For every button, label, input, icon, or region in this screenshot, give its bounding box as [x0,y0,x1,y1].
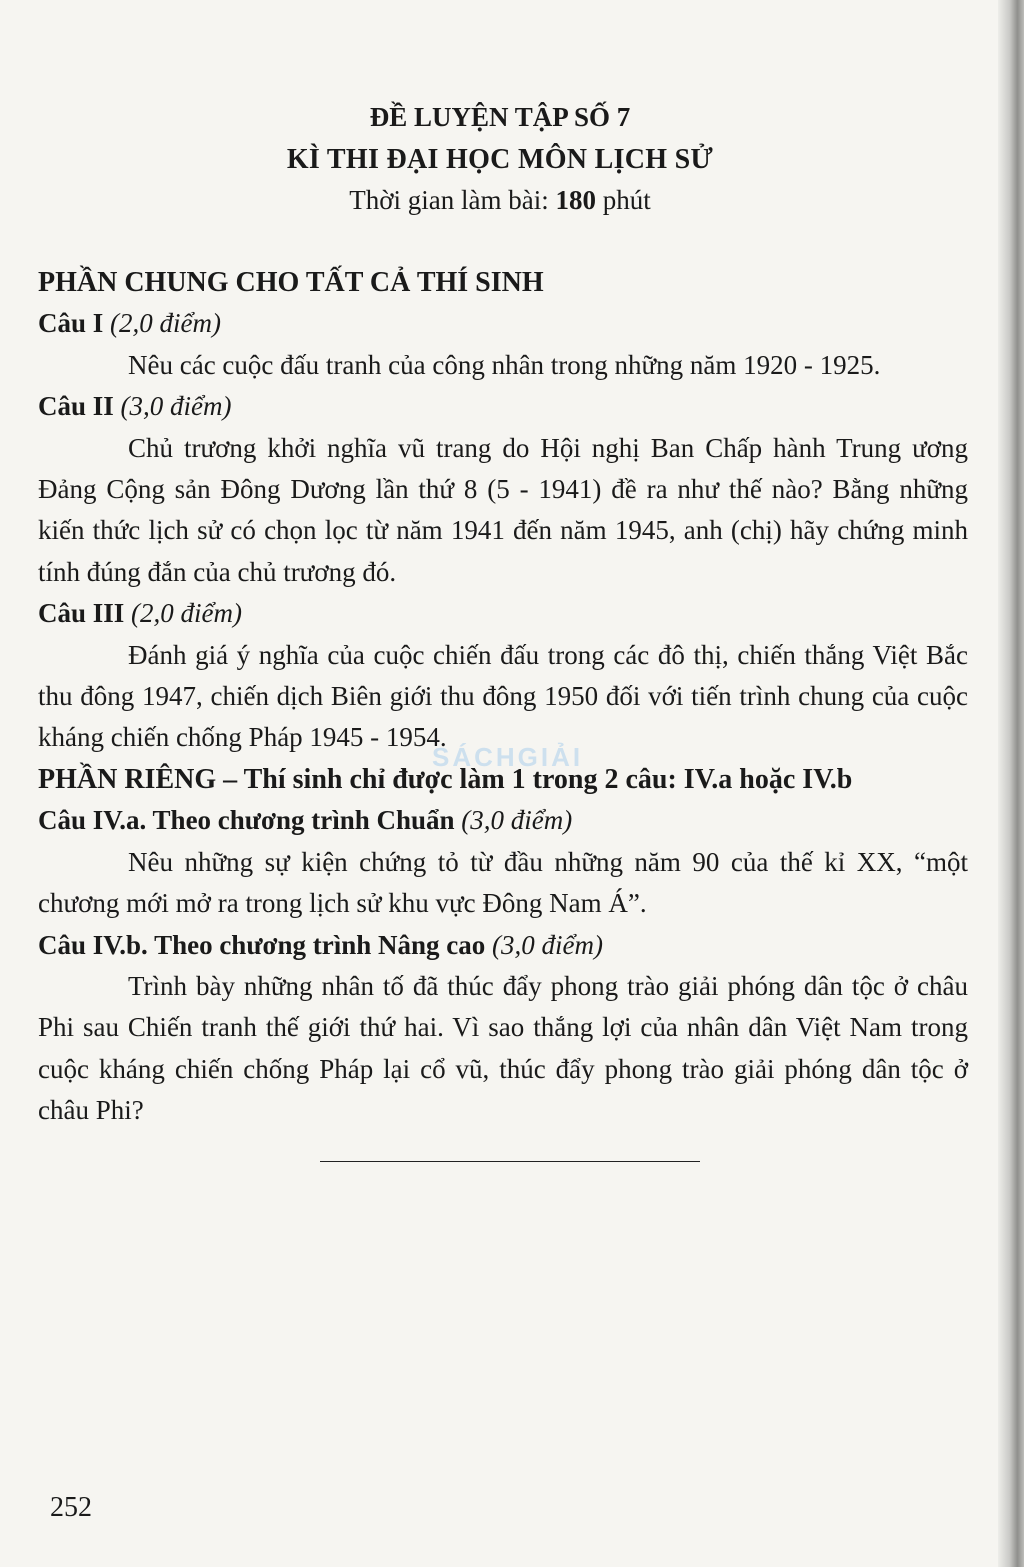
question-3-text: Đánh giá ý nghĩa của cuộc chiến đấu trong các đô thị, chiến thắng Việt Bắc thu đông 1947, chiến dịch Biên giới thu đông 1950 đối với tiến trình chung của cuộc kháng chiến chống Pháp 1945 - 1954. [38,639,968,753]
time-prefix: Thời gian làm bài: [349,185,556,215]
exam-content [38,262,968,1132]
question-4b-heading [38,925,968,966]
question-2-points: (3,0 điểm) [120,391,232,422]
time-value: 180 [555,185,596,215]
question-3-label: Câu III [38,598,125,629]
exam-title: ĐỀ LUYỆN TẬP SỐ 7 [369,102,631,132]
question-4b-label: Câu IV.b. Theo chương trình Nâng cao [38,929,486,960]
time-suffix: phút [595,185,651,215]
question-2-heading [38,386,968,427]
question-1-points: (2,0 điểm) [110,308,221,339]
question-4a-heading [38,800,968,841]
watermark: SÁCHGIẢI [432,742,584,772]
question-3-points: (2,0 điểm) [131,598,243,629]
question-2-text: Chủ trương khởi nghĩa vũ trang do Hội nghị Ban Chấp hành Trung ương Đảng Cộng sản Đông Dương lần thứ 8 (5 - 1941) đề ra như thế nào? Bằng những kiến thức lịch sử có chọn lọc từ năm 1941 đến năm 1945, anh (chị) hãy chứng minh tính đúng đắn của chủ trương đó. [38,432,968,587]
end-divider [320,1161,700,1162]
page-number: 252 [50,1492,92,1523]
question-4b-points: (3,0 điểm) [492,929,603,960]
section-optional-heading: PHẦN RIÊNG – Thí sinh chỉ được làm 1 trong 2 câu: IV.a hoặc IV.b [38,763,853,795]
question-4a-points: (3,0 điểm) [461,805,573,836]
question-2-label: Câu II [38,391,114,422]
time-limit [0,185,1000,216]
question-1-heading [38,303,968,344]
section-common-heading: PHẦN CHUNG CHO TẤT CẢ THÍ SINH [38,267,544,298]
question-3-heading [38,593,968,634]
question-4b-text: Trình bày những nhân tố đã thúc đẩy phong trào giải phóng dân tộc ở châu Phi sau Chiến tranh thế giới thứ hai. Vì sao thắng lợi của nhân dân Việt Nam trong cuộc kháng chiến chống Pháp lại cổ vũ, thúc đẩy phong trào giải phóng dân tộc ở châu Phi? [38,970,968,1126]
question-1-text: Nêu các cuộc đấu tranh của công nhân trong những năm 1920 - 1925. [128,349,881,380]
question-1-label: Câu I [38,308,104,339]
exam-subtitle: KÌ THI ĐẠI HỌC MÔN LỊCH SỬ [286,144,714,175]
question-4a-label: Câu IV.a. Theo chương trình Chuẩn [38,805,455,836]
page-edge-shadow [998,0,1024,1567]
question-4a-text: Nêu những sự kiện chứng tỏ từ đầu những năm 90 của thế kỉ XX, “một chương mới mở ra trong lịch sử khu vực Đông Nam Á”. [38,846,968,919]
